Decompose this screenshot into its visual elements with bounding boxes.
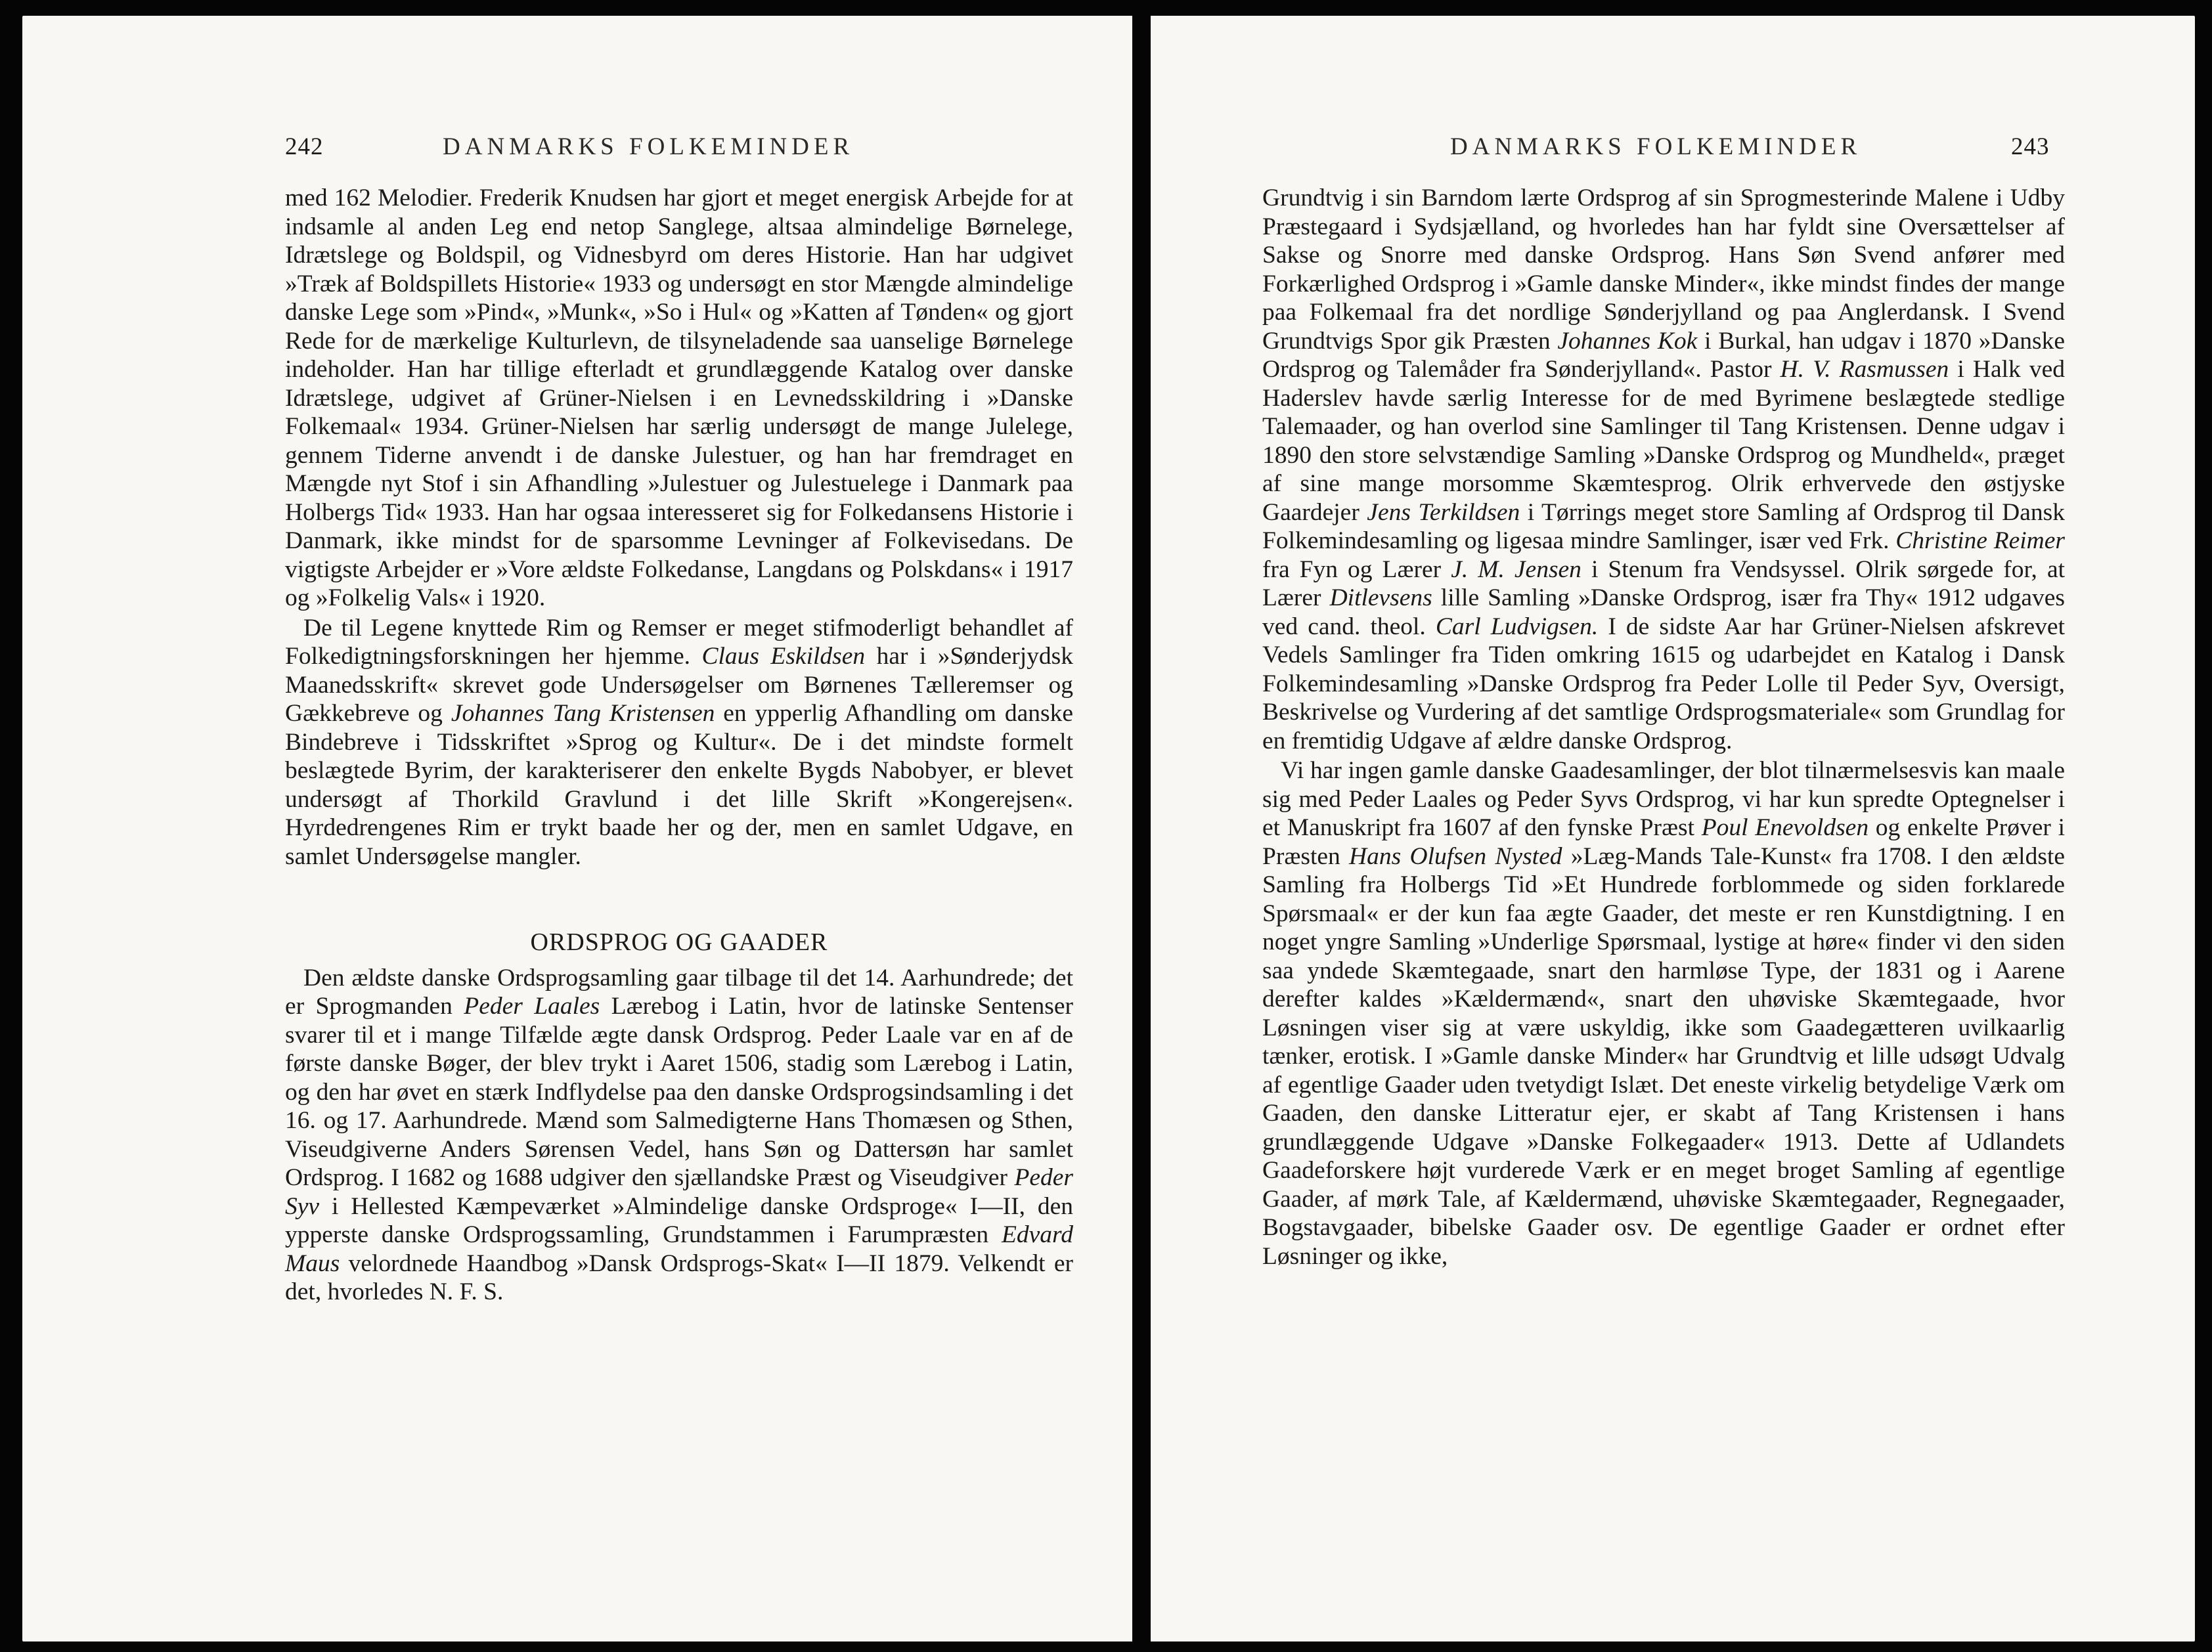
author-name: Carl Ludvigsen. (1435, 613, 1599, 640)
paragraph: Den ældste danske Ordsprogsamling gaar tilbage til det 14. Aarhundrede; det er Sprogmanden Peder Laales Lærebog i Latin, hvor de latinske Sentenser svarer til et i mange Tilfælde ægte dansk Ordsprog. Peder Laale var en af de første danske Bøger, der blev trykt i Aaret 1506, stadig som Lærebog i Latin, og den har øvet en stærk Indflydelse paa den danske Ordsprogsindsamling i det 16. og 17. Aarhundrede. Mænd som Salmedigterne Hans Thomæsen og Sthen, Viseudgiverne Anders Sørensen Vedel, hans Søn og Dattersøn har samlet Ordsprog. I 1682 og 1688 udgiver den sjællandske Præst og Viseudgiver Peder Syv i Hellested Kæmpeværket »Almindelige danske Ordsproge« I—II, den ypperste danske Ordsprogssamling, Grundstammen i Farumpræsten Edvard Maus velordnede Haandbog »Dansk Ordsprogs-Skat« I—II 1879. Velkendt er det, hvorledes N. F. S. (285, 964, 1073, 1305)
paragraph: Grundtvig i sin Barndom lærte Ordsprog af sin Sprogmesterinde Malene i Udby Præstegaard i Sydsjælland, og hvorledes han har fyldt sine Oversættelser af Sakse og Snorre med danske Ordsprog. Hans Søn Svend anfører med Forkærlighed Ordsprog i »Gamle danske Minder«, ikke mindst findes der mange paa Folkemaal fra det nordlige Sønderjylland og paa Anglerdansk. I Svend Grundtvigs Spor gik Præsten Johannes Kok i Burkal, han udgav i 1870 »Danske Ordsprog og Talemåder fra Sønderjylland«. Pastor H. V. Rasmussen i Halk ved Haderslev havde særlig Interesse for de med Byrimene beslægtede stedlige Talemaader, og han overlod sine Samlinger til Tang Kristensen. Denne udgav i 1890 den store selvstændige Samling »Danske Ordsprog og Mundheld«, præget af sine mange morsomme Skæmtesprog. Olrik erhvervede den østjyske Gaardejer Jens Terkildsen i Tørrings meget store Samling af Ordsprog til Dansk Folkemindesamling og ligesaa mindre Samlinger, især ved Frk. Christine Reimer fra Fyn og Lærer J. M. Jensen i Stenum fra Vendsyssel. Olrik sørgede for, at Lærer Ditlevsens lille Samling »Danske Ordsprog, især fra Thy« 1912 udgaves ved cand. theol. Carl Ludvigsen. I de sidste Aar har Grüner-Nielsen afskrevet Vedels Samlinger fra Tiden omkring 1615 og udarbejdet en Katalog i Dansk Folkemindesamling »Danske Ordsprog fra Peder Lolle til Peder Syv, Oversigt, Beskrivelse og Vurdering af det samtlige Ordsprogsmateriale« som Grundlag for en fremtidig Udgave af ældre danske Ordsprog. (1262, 185, 2066, 754)
author-name: Edvard Maus (285, 1221, 1073, 1277)
author-name: Christine Reimer (1895, 527, 2065, 554)
author-name: Hans Olufsen Nysted (1349, 842, 1562, 870)
running-head: DANMARKS FOLKEMINDER (1450, 133, 1862, 160)
author-name: H. V. Rasmussen (1780, 356, 1949, 383)
section-title: ORDSPROG OG GAADER (530, 928, 828, 956)
author-name: Ditlevsens (1329, 584, 1432, 611)
page-number: 242 (285, 133, 324, 160)
paragraph: med 162 Melodier. Frederik Knudsen har gjort et meget energisk Arbejde for at indsamle al anden Leg end netop Sanglege, altsaa almindelige Børnelege, Idrætslege og Boldspil, og Vidnesbyrd om deres Historie. Han har udgivet »Træk af Boldspillets Historie« 1933 og undersøgt en stor Mængde almindelige danske Lege som »Pind«, »Munk«, »So i Hul« og »Katten af Tønden« og gjort Rede for de mærkelige Kulturlevn, de tilsyneladende saa uanselige Børnelege indeholder. Han har tillige efterladt et grundlæggende Katalog over danske Idrætslege, udgivet af Grüner-Nielsen i en Levnedsskildring i »Danske Folkemaal« 1934. Grüner-Nielsen har særlig undersøgt de mange Julelege, gennem Tiderne anvendt i de danske Julestuer, og han har fremdraget en Mængde nyt Stof i sin Afhandling »Julestuer og Julestuelege i Danmark paa Holbergs Tid« 1933. Han har ogsaa interesseret sig for Folkedansens Historie i Danmark, ikke mindst for de sparsomme Levninger af Folkevisedans. De vigtigste Arbejder er »Vore ældste Folkedanse, Langdans og Polskdans« i 1917 og »Folkelig Vals« i 1920. (285, 185, 1073, 611)
author-name: Peder Laales (464, 993, 600, 1020)
author-name: Jens Terkildsen (1367, 498, 1520, 526)
left-page (22, 16, 1132, 1641)
author-name: Johannes Kok (1557, 327, 1698, 355)
right-page (1151, 16, 2195, 1641)
author-name: Poul Enevoldsen (1701, 814, 1869, 841)
paragraph: Vi har ingen gamle danske Gaadesamlinger, der blot tilnærmelsesvis kan maale sig med Peder Laales og Peder Syvs Ordsprog, vi har kun spredte Optegnelser i et Manuskript fra 1607 af den fynske Præst Poul Enevoldsen og enkelte Prøver i Præsten Hans Olufsen Nysted »Læg-Mands Tale-Kunst« fra 1708. I den ældste Samling fra Holbergs Tid »Et Hundrede forblommede og siden forklarede Spørsmaal« er der kun faa ægte Gaader, det meste er ren Kunstdigtning. I en noget yngre Samling »Underlige Spørsmaal, lystige at høre« finder vi den siden saa yndede Skæmtegaade, snart den harmløse Type, der 1831 og i Aarene derefter kaldes »Kældermænd«, snart den uhøviske Skæmtegaade, hvor Løsningen viser sig at være uskyldig, ikke som Gaadegætteren uvilkaarlig tænker, erotisk. I »Gamle danske Minder« har Grundtvig et lille udsøgt Udvalg af egentlige Gaader uden tvetydigt Islæt. Det eneste virkelig betydelige Værk om Gaaden, den danske Litteratur ejer, er skabt af Tang Kristensen i hans grundlæggende Udgave »Danske Folkegaader« 1913. Dette af Udlandets Gaadeforskere højt vurderede Værk er en meget broget Samling af egentlige Gaader, af mørk Tale, af Kældermænd, uhøviske Skæmtegaader, Regnegaader, Bogstavgaader, bibelske Gaader osv. De egentlige Gaader er ordnet efter Løsninger og ikke, (1262, 757, 2066, 1270)
paragraph: De til Legene knyttede Rim og Remser er meget stifmoderligt behandlet af Folkedigtningsforskningen her hjemme. Claus Eskildsen har i »Sønderjydsk Maanedsskrift« skrevet gode Undersøgelser om Børnenes Tælleremser og Gækkebreve og Johannes Tang Kristensen en ypperlig Afhandling om danske Bindebreve i Tidsskriftet »Sprog og Kultur«. De i det mindste formelt beslægtede Byrim, der karakteriserer den enkelte Bygds Nabobyer, er blevet undersøgt af Thorkild Gravlund i det lille Skrift »Kongerejsen«. Hyrdedrengenes Rim er trykt baade her og der, men en samlet Udgave, en samlet Undersøgelse mangler. (285, 614, 1074, 870)
running-head: DANMARKS FOLKEMINDER (443, 133, 854, 160)
author-name: Peder Syv (285, 1164, 1073, 1220)
body-text (285, 184, 1073, 1307)
author-name: J. M. Jensen (1451, 555, 1582, 583)
body-text (1262, 184, 2065, 1271)
author-name: Johannes Tang Kristensen (451, 700, 715, 727)
author-name: Claus Eskildsen (701, 643, 866, 670)
page-number: 243 (2011, 133, 2050, 160)
